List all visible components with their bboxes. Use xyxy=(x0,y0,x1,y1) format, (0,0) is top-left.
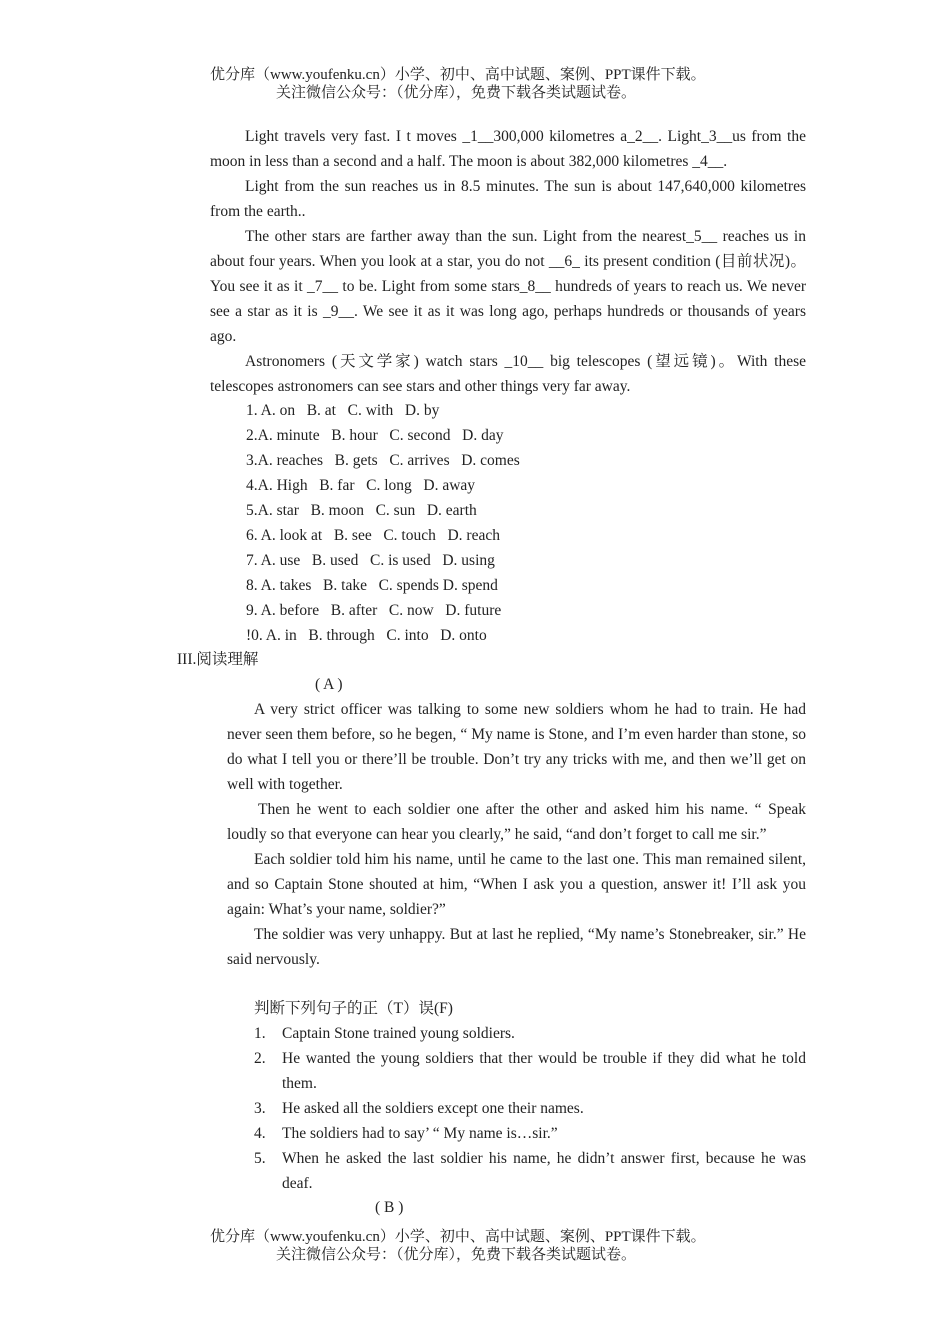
cloze-paragraph: Light travels very fast. I t moves _1__300,000 kilometres a_2__. Light_3__us from the moon in less than a second and a half. The moon is about 382,000 kilometres _4__. xyxy=(210,128,806,170)
list-item xyxy=(254,1146,806,1196)
statement-text: He wanted the young soldiers that ther would be trouble if they did what he told them. xyxy=(282,1050,806,1092)
tf-instruction: 判断下列句子的正（T）误(F) xyxy=(254,1000,453,1017)
statement-text: He asked all the soldiers except one their names. xyxy=(282,1100,584,1117)
option-line: !0. A. in B. through C. into D. onto xyxy=(246,627,487,644)
statement-number: 3. xyxy=(254,1100,266,1117)
statement-text: The soldiers had to say’ “ My name is…sir.” xyxy=(282,1125,558,1142)
tf-statements xyxy=(254,1021,806,1196)
option-line: 2.A. minute B. hour C. second D. day xyxy=(246,427,504,444)
cloze-options xyxy=(246,398,520,648)
option-line: 4.A. High B. far C. long D. away xyxy=(246,477,476,494)
header-line-1: 优分库（www.youfenku.cn）小学、初中、高中试题、案例、PPT课件下载。 xyxy=(210,67,706,83)
passage-b-label: ( B ) xyxy=(375,1199,404,1216)
statement-text: When he asked the last soldier his name, he didn’t answer first, because he was deaf. xyxy=(282,1150,806,1192)
footer-line-2: 关注微信公众号：（优分库），免费下载各类试题试卷。 xyxy=(276,1247,637,1263)
page-header xyxy=(210,66,810,102)
footer-line-1: 优分库（www.youfenku.cn）小学、初中、高中试题、案例、PPT课件下载。 xyxy=(210,1229,706,1245)
reading-paragraph: Then he went to each soldier one after the other and asked him his name. “ Speak loudly so that everyone can hear you clearly,” he said, “and don’t forget to call me sir.” xyxy=(227,801,806,843)
passage-a-label: ( A ) xyxy=(315,676,343,693)
header-line-2: 关注微信公众号：（优分库），免费下载各类试题试卷。 xyxy=(276,85,637,101)
cloze-paragraph: Astronomers (天文学家) watch stars _10__ big telescopes (望远镜)。With these telescopes astronomers can see stars and other things very far away. xyxy=(210,353,806,395)
section-title: III.阅读理解 xyxy=(177,651,259,668)
cloze-paragraph: The other stars are farther away than the sun. Light from the nearest_5__ reaches us in about four years. When you look at a star, you do not __6_ its present condition (目前状况)。You see it as it _7__ to be. Light from some stars_8__ hundreds of years to reach us. We never see a star as it is _9__. We see it as it was long ago, perhaps hundreds or thousands of years ago. xyxy=(210,228,806,345)
option-line: 7. A. use B. used C. is used D. using xyxy=(246,552,495,569)
list-item xyxy=(254,1121,806,1146)
reading-paragraph: A very strict officer was talking to some new soldiers whom he had to train. He had never seen them before, so he begen, “ My name is Stone, and I’m even harder than stone, so do what I tell you or there’ll be trouble. Don’t try any tricks with me, and then we’ll get on well with together. xyxy=(227,701,806,793)
list-item xyxy=(254,1096,806,1121)
page-footer xyxy=(210,1228,810,1264)
cloze-paragraph: Light from the sun reaches us in 8.5 minutes. The sun is about 147,640,000 kilometres from the earth.. xyxy=(210,178,806,220)
cloze-passage xyxy=(210,124,806,399)
option-line: 8. A. takes B. take C. spends D. spend xyxy=(246,577,498,594)
option-line: 6. A. look at B. see C. touch D. reach xyxy=(246,527,500,544)
statement-number: 5. xyxy=(254,1150,266,1167)
option-line: 9. A. before B. after C. now D. future xyxy=(246,602,502,619)
passage-a xyxy=(227,697,806,972)
statement-number: 2. xyxy=(254,1050,266,1067)
option-line: 1. A. on B. at C. with D. by xyxy=(246,402,440,419)
list-item xyxy=(254,1046,806,1096)
option-line: 5.A. star B. moon C. sun D. earth xyxy=(246,502,477,519)
list-item xyxy=(254,1021,806,1046)
statement-number: 4. xyxy=(254,1125,266,1142)
statement-number: 1. xyxy=(254,1025,266,1042)
option-line: 3.A. reaches B. gets C. arrives D. comes xyxy=(246,452,520,469)
reading-paragraph: The soldier was very unhappy. But at last he replied, “My name’s Stonebreaker, sir.” He said nervously. xyxy=(227,926,806,968)
reading-paragraph: Each soldier told him his name, until he came to the last one. This man remained silent, and so Captain Stone shouted at him, “When I ask you a question, answer it! I’ll ask you again: What’s your name, soldier?” xyxy=(227,851,806,918)
statement-text: Captain Stone trained young soldiers. xyxy=(282,1025,515,1042)
